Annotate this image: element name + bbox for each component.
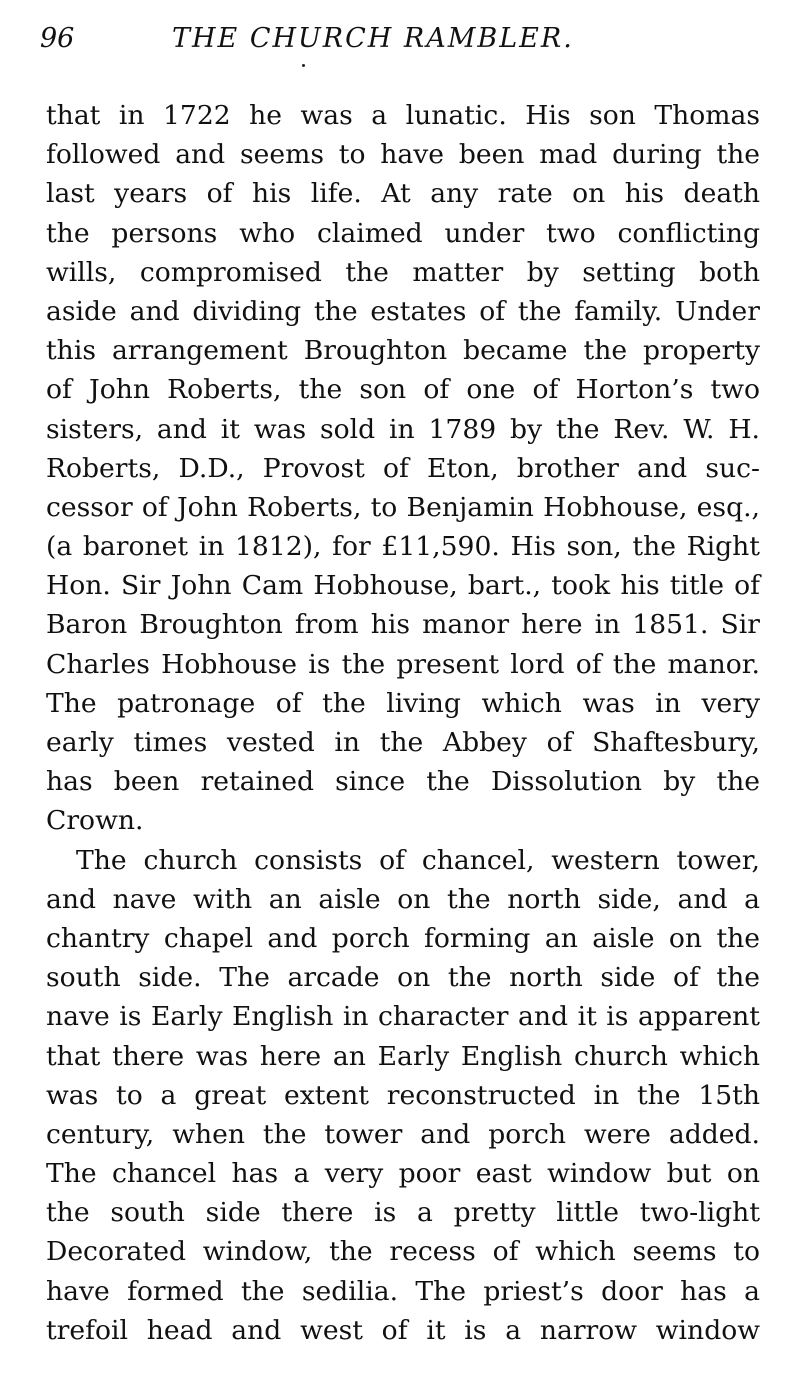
text-line: (a baronet in 1812), for £11,590. His son, the Right	[46, 531, 760, 563]
text-line: was to a great extent reconstructed in the 15th	[46, 1079, 760, 1111]
text-line: The patronage of the living which was in very	[46, 687, 760, 719]
text-line: early times vested in the Abbey of Shaftesbury,	[46, 727, 760, 758]
page-header	[40, 22, 760, 62]
text-line: that there was here an Early English church which	[46, 1040, 760, 1072]
text-line: century, when the tower and porch were added.	[46, 1118, 760, 1150]
text-line: have formed the sedilia. The priest’s door has a	[46, 1275, 760, 1307]
text-line: trefoil head and west of it is a narrow window	[46, 1314, 760, 1346]
text-line: wills, compromised the matter by setting both	[46, 256, 760, 288]
text-line: The chancel has a very poor east window but on	[46, 1158, 760, 1190]
header-print-mark	[302, 64, 305, 67]
text-line: Charles Hobhouse is the present lord of the manor.	[46, 648, 760, 680]
body-text	[46, 96, 760, 1350]
text-line: the persons who claimed under two conflicting	[46, 217, 760, 249]
text-line: sisters, and it was sold in 1789 by the Rev. W. H.	[46, 413, 760, 445]
paragraph-2	[46, 841, 760, 1350]
text-line: south side. The arcade on the north side of the	[46, 962, 760, 994]
text-line: has been retained since the Dissolution by the	[46, 766, 760, 798]
page-number: 96	[40, 23, 75, 54]
text-line: Hon. Sir John Cam Hobhouse, bart., took his title of	[46, 570, 760, 602]
text-line: of John Roberts, the son of one of Horton’s two	[46, 374, 760, 406]
text-line: Decorated window, the recess of which seems to	[46, 1236, 760, 1268]
text-line: the south side there is a pretty little two-light	[46, 1197, 760, 1229]
text-line: that in 1722 he was a lunatic. His son Thomas	[46, 100, 760, 131]
text-line: this arrangement Broughton became the property	[46, 335, 760, 367]
text-line: The church consists of chancel, western tower,	[76, 844, 760, 876]
text-line: and nave with an aisle on the north side, and a	[46, 883, 760, 915]
text-line: followed and seems to have been mad during the	[46, 139, 760, 171]
text-line: cessor of John Roberts, to Benjamin Hobhouse, esq.,	[46, 491, 760, 523]
running-title: THE CHURCH RAMBLER.	[172, 23, 574, 54]
text-line: last years of his life. At any rate on his death	[46, 178, 760, 210]
text-line: chantry chapel and porch forming an aisle on the	[46, 922, 760, 954]
text-line: aside and dividing the estates of the family. Under	[46, 295, 760, 327]
text-line: Roberts, D.D., Provost of Eton, brother and suc-	[46, 452, 760, 484]
paragraph-1	[46, 96, 760, 841]
text-line: nave is Early English in character and it is apparent	[46, 1001, 760, 1033]
text-line: Baron Broughton from his manor here in 1851. Sir	[46, 609, 760, 641]
text-line: Crown.	[46, 805, 144, 837]
